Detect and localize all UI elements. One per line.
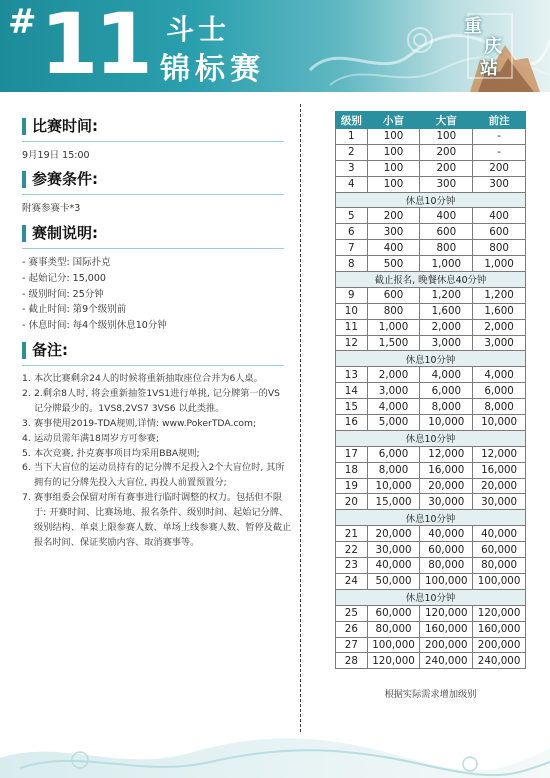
- table-row: [336, 558, 526, 574]
- note-number: 1.: [22, 373, 31, 384]
- level-cell: 2: [336, 144, 368, 160]
- note-line: 记分牌最少的。1VS8,2VS7 3VS6 以此类推。: [34, 402, 225, 414]
- small-blind-cell: 400: [367, 240, 420, 256]
- note-line: 运动员需年满18周岁方可参赛;: [34, 432, 160, 444]
- ante-cell: -: [473, 129, 526, 145]
- level-cell: 23: [336, 558, 368, 574]
- small-blind-cell: 15,000: [367, 494, 420, 510]
- big-blind-cell: 200: [420, 144, 473, 160]
- big-blind-cell: 40,000: [420, 526, 473, 542]
- level-cell: 5: [336, 208, 368, 224]
- event-number: 11: [40, 0, 149, 92]
- ante-cell: 2,000: [473, 319, 526, 335]
- ante-cell: 8,000: [473, 399, 526, 415]
- ante-cell: 12,000: [473, 446, 526, 462]
- note-line: 当下大盲位的运动员持有的记分牌不足投入2个大盲位时, 其所: [34, 462, 285, 474]
- table-row: [336, 240, 526, 256]
- small-blind-cell: 5,000: [367, 415, 420, 431]
- note-line: 级别结构、单桌上限参赛人数、单场上线参赛人数、暂停及截止: [34, 522, 292, 534]
- level-cell: 13: [336, 367, 368, 383]
- level-cell: 25: [336, 605, 368, 621]
- small-blind-cell: 20,000: [367, 526, 420, 542]
- table-row: [336, 653, 526, 669]
- note-line: 拥有的记分牌先投入大盲位, 再投人前置预置分;: [34, 477, 227, 489]
- big-blind-cell: 8,000: [420, 399, 473, 415]
- break-label: 休息10分钟: [336, 430, 526, 446]
- table-row: [336, 367, 526, 383]
- break-row: [336, 510, 526, 526]
- break-label: 休息10分钟: [336, 510, 526, 526]
- ante-cell: 1,600: [473, 303, 526, 319]
- ante-cell: 600: [473, 224, 526, 240]
- break-label: 截止报名, 晚餐休息40分钟: [336, 272, 526, 288]
- table-row: [336, 621, 526, 637]
- big-blind-cell: 800: [420, 240, 473, 256]
- big-blind-cell: 3,000: [420, 335, 473, 351]
- note-item: [22, 491, 292, 551]
- level-cell: 12: [336, 335, 368, 351]
- table-row: [336, 637, 526, 653]
- table-row: [336, 605, 526, 621]
- big-blind-cell: 10,000: [420, 415, 473, 431]
- level-cell: 11: [336, 319, 368, 335]
- small-blind-cell: 200: [367, 208, 420, 224]
- small-blind-cell: 1,000: [367, 319, 420, 335]
- ante-cell: 160,000: [473, 621, 526, 637]
- header-banner: [0, 0, 550, 92]
- note-number: 2.: [22, 387, 31, 399]
- header-small-blind: 小盲: [367, 112, 420, 129]
- header-ante: 前注: [473, 112, 526, 129]
- note-item: [22, 417, 292, 432]
- small-blind-cell: 100: [367, 176, 420, 192]
- ante-cell: 40,000: [473, 526, 526, 542]
- level-cell: 27: [336, 637, 368, 653]
- section-divider: [22, 194, 284, 195]
- break-row: [336, 351, 526, 367]
- table-row: [336, 208, 526, 224]
- level-cell: 10: [336, 303, 368, 319]
- note-number: 3.: [22, 417, 31, 429]
- big-blind-cell: 12,000: [420, 446, 473, 462]
- note-item: [22, 372, 292, 387]
- small-blind-cell: 600: [367, 287, 420, 303]
- table-row: [336, 573, 526, 589]
- level-cell: 20: [336, 494, 368, 510]
- ante-cell: 100,000: [473, 573, 526, 589]
- small-blind-cell: 4,000: [367, 399, 420, 415]
- event-title-line1: 斗士: [166, 13, 231, 46]
- ante-cell: 20,000: [473, 478, 526, 494]
- ante-cell: 800: [473, 240, 526, 256]
- format-item: - 休息时间: 每4个级别休息10分钟: [22, 320, 167, 332]
- table-row: [336, 526, 526, 542]
- event-hash: #: [8, 2, 37, 42]
- table-row: [336, 256, 526, 272]
- level-cell: 9: [336, 287, 368, 303]
- level-cell: 22: [336, 542, 368, 558]
- ante-cell: 80,000: [473, 558, 526, 574]
- ante-cell: 16,000: [473, 462, 526, 478]
- entry-value: 附赛参赛卡*3: [22, 203, 81, 214]
- table-row: [336, 319, 526, 335]
- note-line: 于: 开赛时间、比赛场地、报名条件、级别时间、起始记分牌、: [34, 507, 289, 519]
- format-heading: 赛制说明:: [22, 224, 284, 242]
- section-divider: [22, 141, 284, 142]
- big-blind-cell: 1,600: [420, 303, 473, 319]
- level-cell: 4: [336, 176, 368, 192]
- level-cell: 17: [336, 446, 368, 462]
- big-blind-cell: 16,000: [420, 462, 473, 478]
- ante-cell: 4,000: [473, 367, 526, 383]
- big-blind-cell: 300: [420, 176, 473, 192]
- small-blind-cell: 800: [367, 303, 420, 319]
- table-row: [336, 129, 526, 145]
- small-blind-cell: 3,000: [367, 383, 420, 399]
- table-row: [336, 399, 526, 415]
- ante-cell: 300: [473, 176, 526, 192]
- notes-section: [22, 341, 292, 551]
- break-label: 休息10分钟: [336, 589, 526, 605]
- big-blind-cell: 1,200: [420, 287, 473, 303]
- break-row: [336, 430, 526, 446]
- note-line: 本次比赛剩余24人的时候将重新抽取座位合并为6人桌。: [34, 373, 263, 384]
- ante-cell: 120,000: [473, 605, 526, 621]
- big-blind-cell: 100,000: [420, 573, 473, 589]
- break-row: [336, 192, 526, 208]
- level-cell: 6: [336, 224, 368, 240]
- small-blind-cell: 6,000: [367, 446, 420, 462]
- level-cell: 16: [336, 415, 368, 431]
- table-header-row: [336, 112, 526, 129]
- format-item: - 赛事类型: 国际扑克: [22, 257, 111, 268]
- big-blind-cell: 100: [420, 129, 473, 145]
- header-big-blind: 大盲: [420, 112, 473, 129]
- level-cell: 7: [336, 240, 368, 256]
- big-blind-cell: 400: [420, 208, 473, 224]
- table-row: [336, 383, 526, 399]
- note-item: [22, 432, 292, 447]
- level-cell: 21: [336, 526, 368, 542]
- small-blind-cell: 80,000: [367, 621, 420, 637]
- table-row: [336, 415, 526, 431]
- ante-cell: 10,000: [473, 415, 526, 431]
- note-item: [22, 461, 292, 491]
- city-char-3: 站: [480, 58, 498, 79]
- big-blind-cell: 160,000: [420, 621, 473, 637]
- break-row: [336, 272, 526, 288]
- note-line: 赛事组委会保留对所有赛事进行临时调整的权力。包括但不限: [34, 492, 283, 504]
- big-blind-cell: 20,000: [420, 478, 473, 494]
- table-row: [336, 144, 526, 160]
- small-blind-cell: 8,000: [367, 462, 420, 478]
- time-section: [22, 117, 284, 163]
- footer-cloud-decoration: [0, 718, 550, 778]
- big-blind-cell: 4,000: [420, 367, 473, 383]
- small-blind-cell: 60,000: [367, 605, 420, 621]
- event-title-line2: 锦标赛: [160, 52, 265, 87]
- format-item: - 起始记分: 15,000: [22, 272, 106, 284]
- note-line: 2.剩余8人时, 将会重新抽签1VS1进行单挑, 记分牌第一的VS: [34, 387, 280, 399]
- small-blind-cell: 100: [367, 160, 420, 176]
- break-row: [336, 589, 526, 605]
- ante-cell: 200,000: [473, 637, 526, 653]
- ante-cell: 30,000: [473, 494, 526, 510]
- small-blind-cell: 40,000: [367, 558, 420, 574]
- ante-cell: 200: [473, 160, 526, 176]
- ante-cell: 60,000: [473, 542, 526, 558]
- big-blind-cell: 240,000: [420, 653, 473, 669]
- ante-cell: 1,200: [473, 287, 526, 303]
- time-value: 9月19日 15:00: [22, 150, 90, 161]
- note-item: [22, 387, 292, 417]
- level-cell: 14: [336, 383, 368, 399]
- notes-heading: 备注:: [22, 341, 292, 359]
- small-blind-cell: 100,000: [367, 637, 420, 653]
- level-cell: 15: [336, 399, 368, 415]
- note-line: 赛事使用2019-TDA规则,详情: www.PokerTDA.com;: [34, 417, 257, 429]
- notes-list: [22, 372, 292, 551]
- level-cell: 24: [336, 573, 368, 589]
- big-blind-cell: 120,000: [420, 605, 473, 621]
- small-blind-cell: 2,000: [367, 367, 420, 383]
- blind-structure-table: [335, 111, 526, 669]
- ante-cell: 1,000: [473, 256, 526, 272]
- table-row: [336, 462, 526, 478]
- big-blind-cell: 30,000: [420, 494, 473, 510]
- level-cell: 28: [336, 653, 368, 669]
- section-divider: [22, 365, 284, 366]
- city-char-1: 重: [464, 16, 482, 37]
- table-row: [336, 224, 526, 240]
- big-blind-cell: 60,000: [420, 542, 473, 558]
- note-number: 4.: [22, 432, 31, 444]
- big-blind-cell: 200,000: [420, 637, 473, 653]
- city-badge: [462, 8, 518, 84]
- small-blind-cell: 10,000: [367, 478, 420, 494]
- table-row: [336, 542, 526, 558]
- big-blind-cell: 600: [420, 224, 473, 240]
- ante-cell: 3,000: [473, 335, 526, 351]
- table-row: [336, 160, 526, 176]
- note-number: 7.: [22, 492, 31, 504]
- small-blind-cell: 500: [367, 256, 420, 272]
- small-blind-cell: 300: [367, 224, 420, 240]
- ante-cell: -: [473, 144, 526, 160]
- table-row: [336, 303, 526, 319]
- small-blind-cell: 30,000: [367, 542, 420, 558]
- city-char-2: 庆: [484, 36, 502, 57]
- level-cell: 19: [336, 478, 368, 494]
- break-label: 休息10分钟: [336, 192, 526, 208]
- small-blind-cell: 100: [367, 144, 420, 160]
- note-line: 本次竞赛, 扑克赛事项目均采用BBA规则;: [34, 447, 200, 459]
- big-blind-cell: 200: [420, 160, 473, 176]
- format-item: - 截止时间: 第9个级别前: [22, 304, 127, 316]
- big-blind-cell: 6,000: [420, 383, 473, 399]
- note-item: [22, 447, 292, 462]
- entry-heading: 参赛条件:: [22, 170, 284, 188]
- format-section: [22, 224, 284, 334]
- table-row: [336, 176, 526, 192]
- table-footnote: 根据实际需求增加级别: [384, 689, 477, 700]
- format-item: - 级别时间: 25分钟: [22, 288, 104, 300]
- level-cell: 1: [336, 129, 368, 145]
- header-level: 级别: [336, 112, 368, 129]
- table-row: [336, 335, 526, 351]
- small-blind-cell: 120,000: [367, 653, 420, 669]
- table-row: [336, 287, 526, 303]
- big-blind-cell: 2,000: [420, 319, 473, 335]
- entry-section: [22, 170, 284, 216]
- table-row: [336, 478, 526, 494]
- note-line: 报名时间、保证奖励内容、取消赛事等。: [34, 536, 200, 548]
- level-cell: 3: [336, 160, 368, 176]
- level-cell: 8: [336, 256, 368, 272]
- ante-cell: 240,000: [473, 653, 526, 669]
- column-divider: [300, 104, 301, 732]
- small-blind-cell: 50,000: [367, 573, 420, 589]
- level-cell: 26: [336, 621, 368, 637]
- small-blind-cell: 1,500: [367, 335, 420, 351]
- section-divider: [22, 248, 284, 249]
- big-blind-cell: 80,000: [420, 558, 473, 574]
- big-blind-cell: 1,000: [420, 256, 473, 272]
- ante-cell: 400: [473, 208, 526, 224]
- note-number: 6.: [22, 462, 31, 474]
- time-heading: 比赛时间:: [22, 117, 284, 135]
- level-cell: 18: [336, 462, 368, 478]
- break-label: 休息10分钟: [336, 351, 526, 367]
- table-row: [336, 494, 526, 510]
- table-row: [336, 446, 526, 462]
- small-blind-cell: 100: [367, 129, 420, 145]
- note-number: 5.: [22, 447, 31, 459]
- ante-cell: 6,000: [473, 383, 526, 399]
